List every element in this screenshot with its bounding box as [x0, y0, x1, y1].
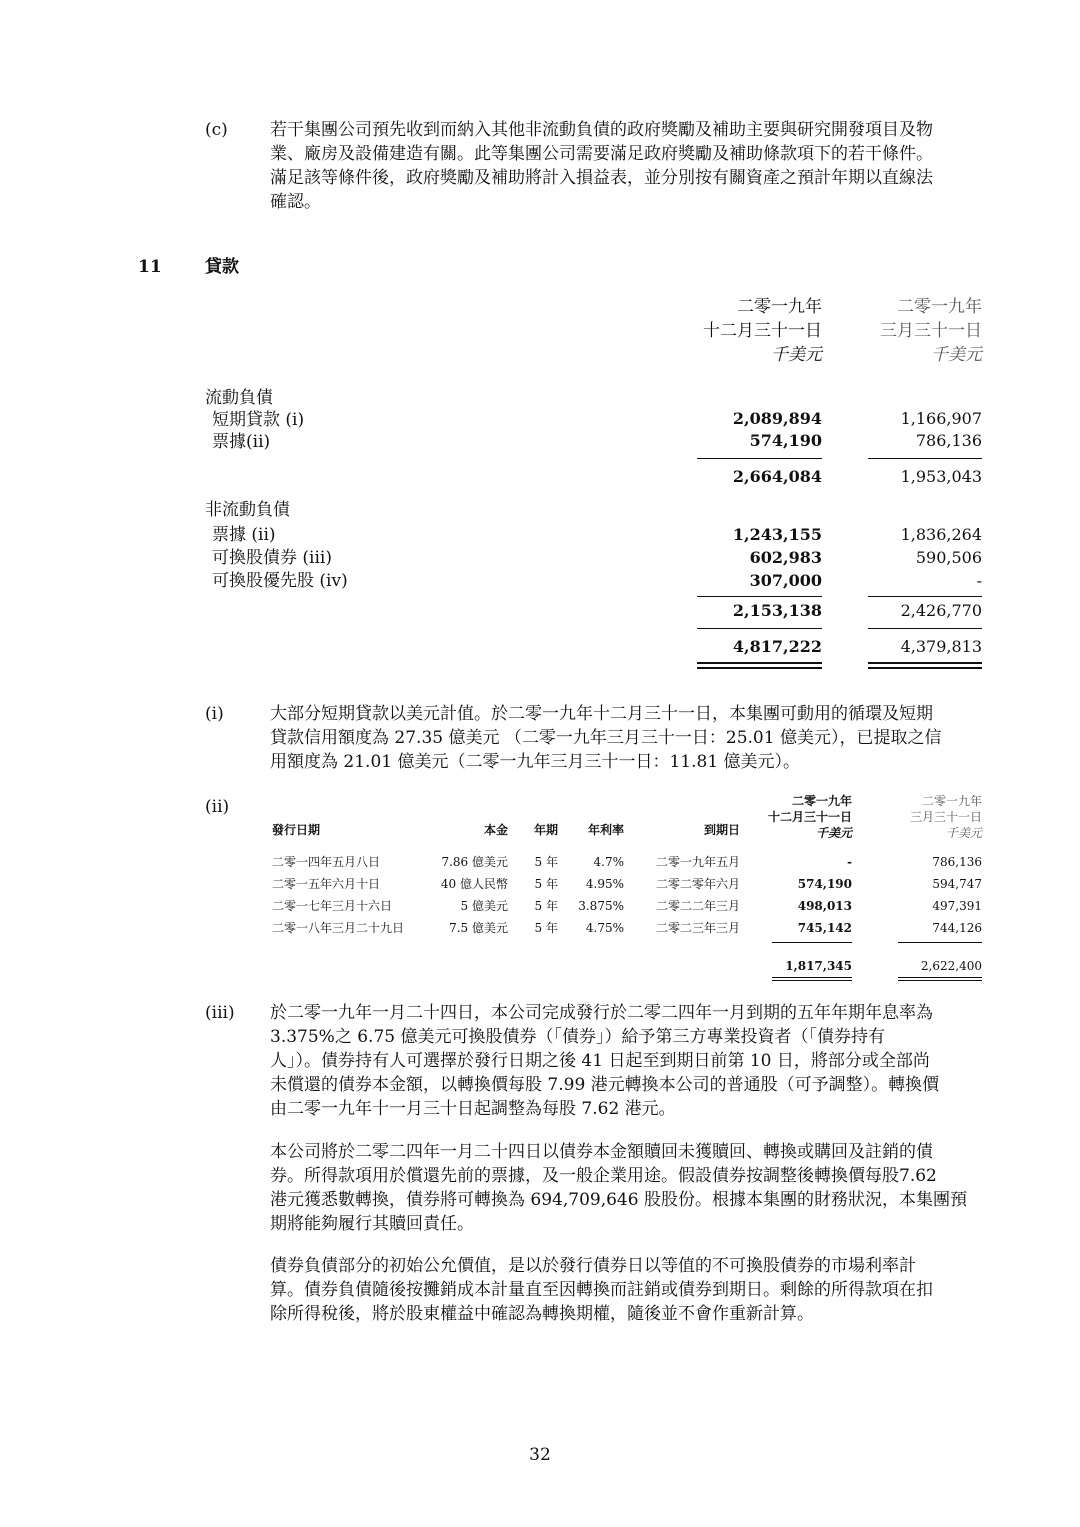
current-total-1: 2,664,084 [732, 467, 822, 486]
row-value-1: 307,000 [749, 571, 822, 590]
double-rule-bottom [697, 667, 822, 669]
subtotal-rule [697, 596, 822, 597]
note-iii-line: 券。所得款項用於償還先前的票據，及一般企業用途。假設債券按調整後轉換價每股7.62 [270, 1166, 937, 1186]
subtotal-rule [868, 596, 982, 597]
notes-row-date: 二零一七年三月十六日 [272, 899, 393, 913]
note-iii-line: 未償還的債券本金額，以轉換價每股 7.99 港元轉換本公司的普通股（可予調整）。轉換價 [270, 1075, 940, 1095]
notes-col1-header-line: 二零一九年 [791, 794, 852, 808]
grand-total-1: 4,817,222 [732, 637, 822, 656]
notes-row-maturity: 二零二零年六月 [655, 877, 740, 891]
note-iii-line: 人」）。債券持有人可選擇於發行日期之後 41 日起至到期日前第 10 日，將部分或全部尚 [270, 1051, 930, 1071]
note-iii-line: 由二零一九年十一月三十日起調整為每股 7.62 港元。 [270, 1099, 676, 1119]
notes-double-rule-top [898, 977, 982, 978]
noncurrent-heading: 非流動負債 [205, 500, 290, 520]
current-total-2: 1,953,043 [900, 467, 982, 486]
col1-header-unit: 千美元 [771, 345, 822, 365]
double-rule-top [697, 662, 822, 664]
double-rule-top [868, 662, 982, 664]
notes-col1-header [740, 793, 852, 841]
note-c-line: 業、廠房及設備建造有關。此等集團公司需要滿足政府獎勵及補助條款項下的若干條件。 [270, 144, 933, 164]
note-i-label: (i) [205, 704, 224, 724]
row-value-1: 602,983 [749, 548, 822, 567]
notes-col1-header-unit: 千美元 [815, 826, 852, 840]
notes-col1-header-line: 十二月三十一日 [767, 810, 852, 824]
note-iii-line: 港元獲悉數轉換，債券將可轉換為 694,709,646 股股份。根據本集團的財務狀況，本集團預 [270, 1190, 967, 1210]
col1-header-line: 十二月三十一日 [703, 321, 822, 341]
notes-row-maturity: 二零一九年五月 [655, 855, 740, 869]
notes-total-rule [772, 942, 852, 943]
notes-row-value-2: 594,747 [932, 877, 982, 891]
row-value-1: 1,243,155 [732, 525, 822, 544]
note-c-line: 滿足該等條件後，政府獎勵及補助將計入損益表，並分別按有關資產之預計年期以直線法 [270, 168, 933, 188]
notes-row-value-1: 574,190 [797, 877, 852, 891]
note-i-text [270, 702, 990, 774]
row-label: 票據 (ii) [212, 525, 276, 545]
row-value-2: 590,506 [915, 548, 982, 567]
page-number: 32 [529, 1445, 551, 1465]
note-c-line: 確認。 [270, 192, 321, 212]
notes-row-principal: 7.5 億美元 [449, 921, 508, 935]
notes-row-rate: 3.875% [578, 899, 624, 913]
note-c-line: 若干集團公司預先收到而納入其他非流動負債的政府獎勵及補助主要與研究開發項目及物 [270, 120, 933, 140]
notes-col2-header [870, 793, 982, 841]
grand-total-2: 4,379,813 [900, 637, 982, 656]
notes-double-rule-bottom [898, 980, 982, 981]
notes-col2-header-line: 三月三十一日 [909, 810, 982, 824]
row-value-1: 2,089,894 [732, 409, 822, 428]
notes-double-rule-bottom [772, 980, 852, 981]
notes-row-value-1: 498,013 [797, 899, 852, 913]
notes-row-term: 5 年 [534, 877, 558, 891]
col1-header-line: 二零一九年 [737, 297, 822, 317]
total-rule [697, 628, 822, 629]
notes-row-value-1: 745,142 [797, 921, 852, 935]
notes-row-principal: 40 億人民幣 [440, 877, 508, 891]
notes-row-term: 5 年 [534, 899, 558, 913]
row-label: 短期貸款 (i) [212, 410, 305, 430]
notes-total-2: 2,622,400 [920, 959, 982, 973]
row-value-1: 574,190 [749, 431, 822, 450]
notes-row-date: 二零一五年六月十日 [272, 877, 381, 891]
section-title: 貸款 [205, 257, 239, 277]
notes-row-value-2: 497,391 [932, 899, 982, 913]
note-i-line: 貸款信用額度為 27.35 億美元 （二零一九年三月三十一日：25.01 億美元），已提取之信 [270, 728, 942, 748]
row-label: 票據(ii) [212, 432, 271, 452]
notes-row-principal: 5 億美元 [460, 899, 508, 913]
notes-row-value-1: - [847, 855, 852, 869]
col2-header-line: 三月三十一日 [880, 321, 982, 341]
subtotal-rule [868, 458, 982, 459]
row-value-2: 786,136 [915, 431, 982, 450]
note-iii-line: 本公司將於二零二四年一月二十四日以債券本金額贖回未獲贖回、轉換或購回及註銷的債 [270, 1142, 933, 1162]
notes-row-term: 5 年 [534, 921, 558, 935]
row-value-2: 1,166,907 [900, 409, 982, 428]
notes-header-maturity: 到期日 [703, 823, 740, 837]
noncurrent-total-1: 2,153,138 [732, 601, 822, 620]
notes-row-term: 5 年 [534, 855, 558, 869]
notes-row-maturity: 二零二二年三月 [655, 899, 740, 913]
notes-row-maturity: 二零二三年三月 [655, 921, 740, 935]
note-iii-label: (iii) [205, 1003, 235, 1023]
note-c-text [270, 118, 990, 214]
notes-row-rate: 4.95% [585, 877, 624, 891]
row-label: 可換股優先股 (iv) [212, 571, 348, 591]
notes-double-rule-top [772, 977, 852, 978]
notes-header-principal: 本金 [483, 823, 508, 837]
noncurrent-total-2: 2,426,770 [900, 601, 982, 620]
notes-row-principal: 7.86 億美元 [441, 855, 508, 869]
note-iii-line: 期將能夠履行其贖回責任。 [270, 1214, 474, 1234]
note-iii-line: 算。債券負債隨後按攤銷成本計量直至因轉換而註銷或債券到期日。剩餘的所得款項在扣 [270, 1280, 933, 1300]
note-c-label: (c) [205, 120, 228, 140]
row-value-2: - [976, 571, 982, 590]
notes-total-rule [898, 942, 982, 943]
notes-col2-header-unit: 千美元 [945, 826, 982, 840]
col2-header [850, 295, 982, 367]
notes-col2-header-line: 二零一九年 [921, 794, 982, 808]
note-iii-para1 [270, 1001, 990, 1121]
notes-row-date: 二零一四年五月八日 [272, 855, 381, 869]
double-rule-bottom [868, 667, 982, 669]
total-rule [868, 628, 982, 629]
note-iii-line: 除所得稅後，將於股東權益中確認為轉換期權，隨後並不會作重新計算。 [270, 1304, 814, 1324]
notes-row-rate: 4.7% [593, 855, 624, 869]
notes-header-date: 發行日期 [272, 823, 321, 837]
note-iii-line: 債券負債部分的初始公允價值，是以於發行債券日以等值的不可換股債券的市場利率計 [270, 1256, 916, 1276]
note-iii-line: 於二零一九年一月二十四日，本公司完成發行於二零二四年一月到期的五年年期年息率為 [270, 1003, 933, 1023]
row-value-2: 1,836,264 [900, 525, 982, 544]
note-i-line: 大部分短期貸款以美元計值。於二零一九年十二月三十一日，本集團可動用的循環及短期 [270, 704, 933, 724]
note-ii-label: (ii) [205, 797, 230, 817]
col2-header-unit: 千美元 [931, 345, 982, 365]
note-iii-line: 3.375%之 6.75 億美元可換股債券（「債券」）給予第三方專業投資者（「債券持有 [270, 1027, 885, 1047]
notes-row-value-2: 786,136 [932, 855, 982, 869]
current-heading: 流動負債 [205, 388, 273, 408]
notes-header-term: 年期 [533, 823, 558, 837]
col2-header-line: 二零一九年 [897, 297, 982, 317]
col1-header [690, 295, 822, 367]
subtotal-rule [697, 458, 822, 459]
notes-total-1: 1,817,345 [785, 959, 852, 973]
note-iii-para3 [270, 1254, 990, 1326]
note-i-line: 用額度為 21.01 億美元（二零一九年三月三十一日：11.81 億美元）。 [270, 752, 801, 772]
notes-row-value-2: 744,126 [932, 921, 982, 935]
notes-header-rate: 年利率 [587, 823, 624, 837]
notes-row-rate: 4.75% [585, 921, 624, 935]
notes-row-date: 二零一八年三月二十九日 [272, 921, 405, 935]
section-number: 11 [138, 257, 162, 277]
row-label: 可換股債券 (iii) [212, 548, 332, 568]
note-iii-para2 [270, 1140, 990, 1236]
